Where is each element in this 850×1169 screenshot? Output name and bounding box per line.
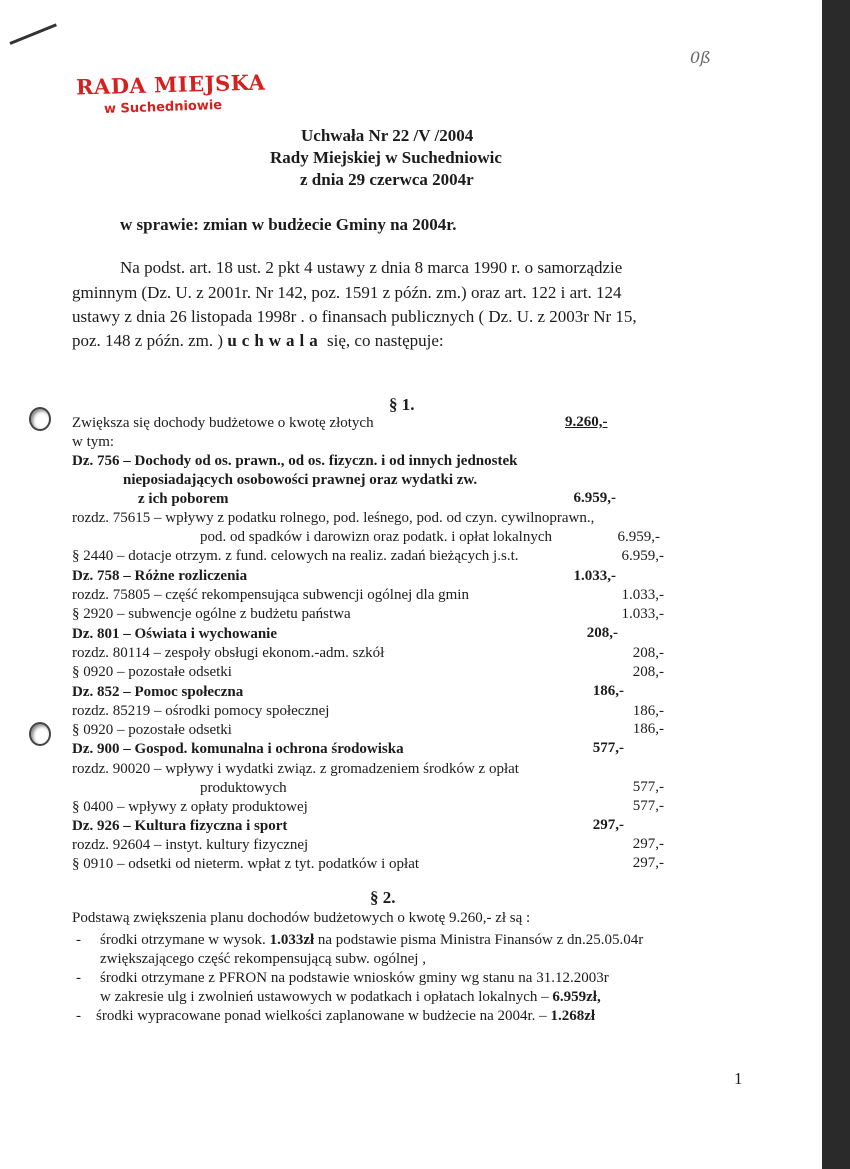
preamble-suffix: się, co następuje: xyxy=(327,331,444,350)
section2-title: § 2. xyxy=(370,888,396,907)
bullet1-pre: środki otrzymane w wysok. xyxy=(100,932,266,948)
dz926-rozdz: rozdz. 92604 – instyt. kultury fizycznej xyxy=(72,837,309,853)
stamp-line2: w Suchedniowie xyxy=(103,97,223,118)
punch-hole-top xyxy=(29,407,51,431)
bullet2-pre: w zakresie ulg i zwolnień ustawowych w podatkach i opłatach lokalnych – xyxy=(100,989,549,1005)
dz900-value: 577,- xyxy=(592,740,624,756)
dz852-title: Dz. 852 – Pomoc społeczna xyxy=(72,684,244,700)
section1-title: § 1. xyxy=(389,395,415,414)
dz756-line3: z ich poborem xyxy=(138,491,229,507)
dz756-value: 6.959,- xyxy=(573,490,616,506)
dz900-rozdz-value: 577,- xyxy=(632,779,664,795)
dz756-par: § 2440 – dotacje otrzym. z fund. celowych na realiz. zadań bieżących j.s.t. xyxy=(72,548,519,564)
dz801-rozdz: rozdz. 80114 – zespoły obsługi ekonom.-adm. szkół xyxy=(72,645,385,661)
bullet1-amount: 1.033zł xyxy=(269,932,315,948)
section1-total: 9.260,- xyxy=(565,414,608,430)
bullet1-line2: zwiększającego część rekompensującą subw. ogólnej , xyxy=(100,951,426,967)
preamble-line2: gminnym (Dz. U. z 2001r. Nr 142, poz. 1591 z późn. zm.) oraz art. 122 i art. 124 xyxy=(72,283,622,302)
uchwala-word: uchwala xyxy=(227,331,323,350)
bullet-dash-2: - xyxy=(76,970,81,986)
dz756-rozdz-line2: pod. od spadków i darowizn oraz podatk. i opłat lokalnych xyxy=(200,529,553,545)
bullet-dash-3: - xyxy=(76,1008,81,1024)
dz801-rozdz-value: 208,- xyxy=(632,645,664,661)
preamble-prefix: poz. 148 z późn. zm. ) xyxy=(72,331,224,350)
header-line1: Uchwała Nr 22 /V /2004 xyxy=(301,126,474,145)
dz926-rozdz-value: 297,- xyxy=(632,836,664,852)
dz926-par-value: 297,- xyxy=(632,855,664,871)
handwritten-note: 0ß xyxy=(690,48,711,67)
dz926-par: § 0910 – odsetki od nieterm. wpłat z tyt. podatków i opłat xyxy=(72,856,420,872)
scan-edge xyxy=(822,0,850,1169)
dz852-value: 186,- xyxy=(592,683,624,699)
dz900-rozdz-line2: produktowych xyxy=(200,780,287,796)
punch-hole-bottom xyxy=(29,722,51,746)
dz900-title: Dz. 900 – Gospod. komunalna i ochrona środowiska xyxy=(72,741,404,757)
bullet1-post: na podstawie pisma Ministra Finansów z dn.25.05.04r xyxy=(317,932,644,948)
pen-stroke xyxy=(9,23,56,45)
bullet-dash-1: - xyxy=(76,932,81,948)
header-line3: z dnia 29 czerwca 2004r xyxy=(300,170,474,189)
dz852-par: § 0920 – pozostałe odsetki xyxy=(72,722,232,738)
section2-intro: Podstawą zwiększenia planu dochodów budżetowych o kwotę 9.260,- zł są : xyxy=(72,910,531,926)
dz801-value: 208,- xyxy=(586,625,618,641)
dz758-par-value: 1.033,- xyxy=(621,606,664,622)
section1-intro: Zwiększa się dochody budżetowe o kwotę złotych xyxy=(72,415,374,431)
dz756-rozdz-value: 6.959,- xyxy=(617,529,660,545)
dz900-rozdz-line1: rozdz. 90020 – wpływy i wydatki związ. z gromadzeniem środków z opłat xyxy=(72,761,519,777)
subject: w sprawie: zmian w budżecie Gminy na 2004r. xyxy=(120,215,457,234)
bullet3-line xyxy=(96,1008,595,1025)
dz926-title: Dz. 926 – Kultura fizyczna i sport xyxy=(72,818,288,834)
dz852-rozdz-value: 186,- xyxy=(632,703,664,719)
header-line2: Rady Miejskiej w Suchedniowic xyxy=(270,148,502,167)
preamble-line4 xyxy=(72,331,444,351)
bullet1-line1 xyxy=(100,932,643,949)
dz756-par-value: 6.959,- xyxy=(621,548,664,564)
dz801-title: Dz. 801 – Oświata i wychowanie xyxy=(72,626,277,642)
dz758-rozdz-value: 1.033,- xyxy=(621,587,664,603)
bullet3-amount: 1.268zł xyxy=(550,1008,596,1024)
preamble-line1: Na podst. art. 18 ust. 2 pkt 4 ustawy z dnia 8 marca 1990 r. o samorządzie xyxy=(120,258,623,277)
dz926-value: 297,- xyxy=(592,817,624,833)
dz900-par-value: 577,- xyxy=(632,798,664,814)
bullet3-pre: środki wypracowane ponad wielkości zaplanowane w budżecie na 2004r. – xyxy=(96,1008,547,1024)
page-number: 1 xyxy=(734,1069,743,1088)
dz756-line1: Dz. 756 – Dochody od os. prawn., od os. fizyczn. i od innych jednostek xyxy=(72,453,518,469)
section1-wtym: w tym: xyxy=(72,434,115,450)
dz758-rozdz: rozdz. 75805 – część rekompensująca subwencji ogólnej dla gmin xyxy=(72,587,469,603)
dz758-title: Dz. 758 – Różne rozliczenia xyxy=(72,568,248,584)
dz758-par: § 2920 – subwencje ogólne z budżetu państwa xyxy=(72,606,351,622)
dz852-rozdz: rozdz. 85219 – ośrodki pomocy społecznej xyxy=(72,703,330,719)
stamp-line1: RADA MIEJSKA xyxy=(75,69,266,100)
dz756-rozdz-line1: rozdz. 75615 – wpływy z podatku rolnego, pod. leśnego, pod. od czyn. cywilnoprawn., xyxy=(72,510,595,526)
dz758-value: 1.033,- xyxy=(573,568,616,584)
dz756-line2: nieposiadających osobowości prawnej oraz wydatki zw. xyxy=(123,472,478,488)
preamble-line3: ustawy z dnia 26 listopada 1998r . o finansach publicznych ( Dz. U. z 2003r Nr 15, xyxy=(72,307,637,326)
bullet2-line1: środki otrzymane z PFRON na podstawie wniosków gminy wg stanu na 31.12.2003r xyxy=(100,970,609,986)
bullet2-amount: 6.959zł, xyxy=(552,989,601,1005)
dz801-par: § 0920 – pozostałe odsetki xyxy=(72,664,232,680)
dz900-par: § 0400 – wpływy z opłaty produktowej xyxy=(72,799,308,815)
dz852-par-value: 186,- xyxy=(632,721,664,737)
bullet2-line2 xyxy=(100,989,601,1006)
dz801-par-value: 208,- xyxy=(632,664,664,680)
